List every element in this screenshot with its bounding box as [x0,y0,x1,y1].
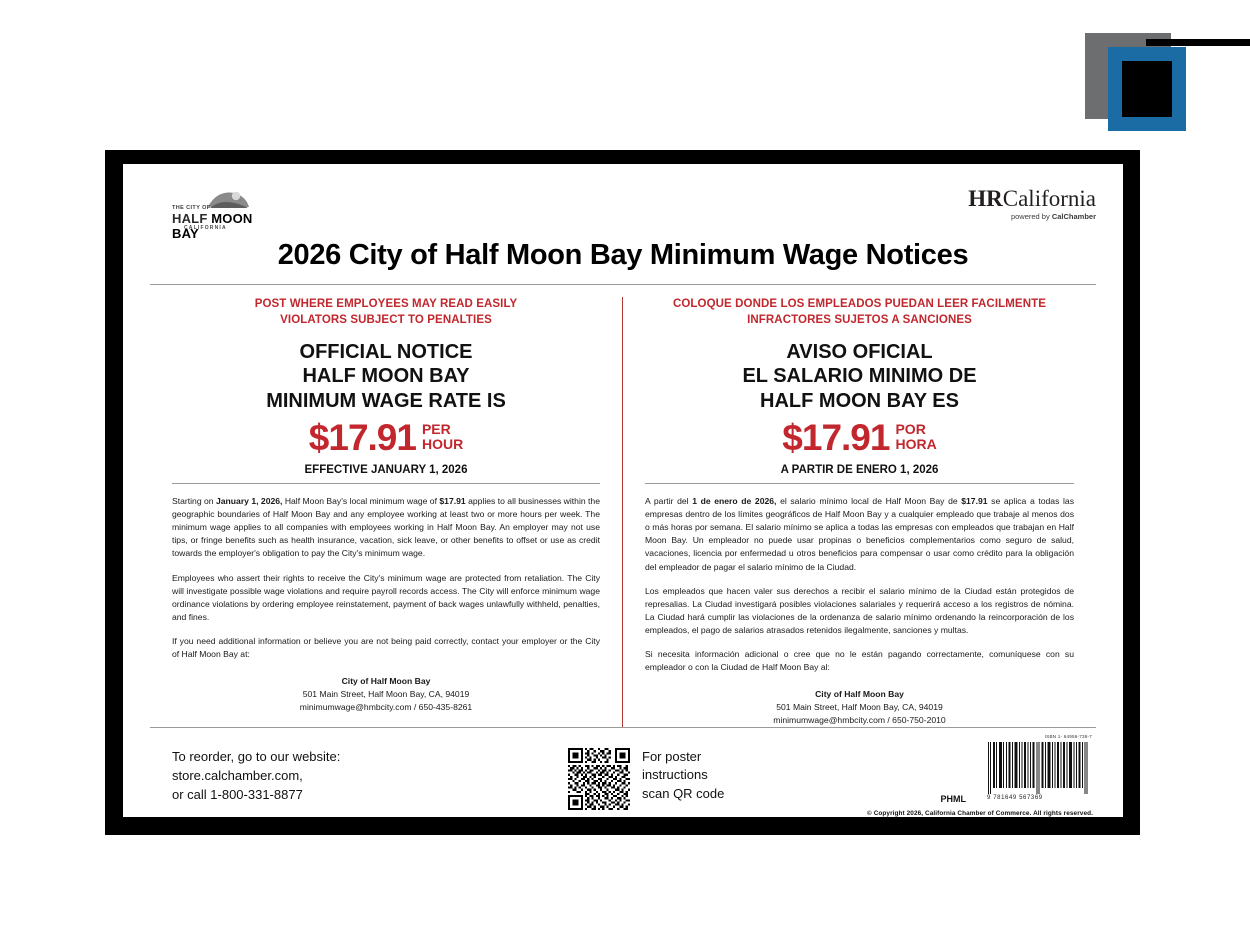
logo-state: CALIFORNIA [184,225,227,231]
notice-spanish [623,297,1096,727]
copyright-notice: © Copyright 2026, California Chamber of Commerce. All rights reserved. [867,810,1093,817]
paragraph-3-es: Si necesita información adicional o cree que no le están pagando correctamente, comuníquese con su empleador o con la Ciudad de Half Moon Bay al: [645,648,1074,672]
poster-document [123,164,1123,817]
brand-powered-by: powered by CalChamber [1010,212,1096,221]
notice-english [150,297,623,727]
official-heading-es: AVISO OFICIAL EL SALARIO MINIMO DE HALF MOON BAY ES [742,341,977,412]
wage-value-en: $17.91 [308,417,416,459]
wage-value-es: $17.91 [782,417,890,459]
reorder-info: To reorder, go to our website: store.calchamber.com, or call 1-800-331-8877 [172,748,340,805]
contact-name-en: City of Half Moon Bay [341,675,431,686]
logo-city-of: THE CITY OF [172,205,211,211]
brand-name: HRCalifornia [968,186,1096,211]
title-divider [150,284,1096,285]
half-moon-bay-logo [172,189,278,241]
contact-block-es [645,688,1074,727]
poster-footer [150,734,1096,834]
paragraph-3-en: If you need additional information or believe you are not being paid correctly, contact your employer or the City of Half Moon Bay at: [172,635,600,659]
logo-name: HALF MOON BAY [172,211,253,241]
official-heading-en: OFFICIAL NOTICE HALF MOON BAY MINIMUM WAGE RATE IS [266,341,506,412]
post-where-notice-es: COLOQUE DONDE LOS EMPLEADOS PUEDAN LEER FACILMENTE INFRACTORES SUJETOS A SANCIONES [672,298,1047,326]
paragraph-1-en: Starting on January 1, 2026, Half Moon Bay's local minimum wage of $17.91 applies to all businesses within the geographic boundaries of Half Moon Bay and any employee working at least two or more hours per week. The minimum wage applies to all companies with employees working in Half Moon Bay. An employer may not use tips, or fringe benefits such as health insurance, vacation, sick leave, or other benefits to offset or use as credit towards the employer's obligation to pay the City's minimum wage. [172,496,600,559]
registration-mark-bar [1146,39,1250,46]
contact-block-en [172,675,600,714]
wage-amount-es [645,417,1074,459]
wage-unit-en: PER HOUR [421,421,464,453]
store-url[interactable]: store.calchamber.com, [172,767,303,783]
phone-number: or call 1-800-331-8877 [172,786,303,802]
registration-mark-black [1122,61,1172,117]
qr-caption: For poster instructions scan QR code [642,749,725,801]
barcode-number: 9 781649 567369 [987,795,1043,801]
poster-header [150,179,1096,241]
barcode-icon [987,742,1093,794]
contact-name-es: City of Half Moon Bay [815,688,904,699]
contact-address-es: 501 Main Street, Half Moon Bay, CA, 94019 [776,701,943,712]
contact-email-en[interactable]: minimumwage@hmbcity.com / 650-435-8261 [299,701,473,712]
wage-unit-es: POR HORA [895,421,937,453]
paragraph-2-es: Los empleados que hacen valer sus derechos a recibir el salario mínimo de la Ciudad están protegidos de represalias. La Ciudad investigará posibles violaciones salariales y requerirá acceso a los registros de nómina. La Ciudad hará cumplir las violaciones de la ordenanza de salario mínimo ordenando la reincorporación de los empleados, el pago de salarios atrasados retenidos ilegalmente, sanciones y multas. [645,585,1074,635]
wage-amount-en [172,417,600,459]
post-where-notice-en: POST WHERE EMPLOYEES MAY READ EASILY VIOLATORS SUBJECT TO PENALTIES [254,298,518,326]
qr-code-icon[interactable] [568,748,630,810]
paragraph-1-es: A partir del 1 de enero de 2026, el salario mínimo local de Half Moon Bay de $17.91 se aplica a todas las empresas dentro de los límites geográficos de Half Moon Bay y a cualquier empleado que trabaje al menos dos o más horas por semana. El salario mínimo se aplica a todas las empresas con empleados que trabajan en Half Moon Bay. Un empleador no puede usar propinas o beneficios complementarios como seguro de salud, vacaciones, licencia por enfermedad u otros beneficios para compensar o usar como crédito para la obligación del empleador de pagar el salario mínimo de la Ciudad. [645,496,1074,572]
contact-address-en: 501 Main Street, Half Moon Bay, CA, 94019 [302,688,470,699]
notice-columns [150,297,1096,727]
footer-divider [150,727,1096,728]
page-title: 2026 City of Half Moon Bay Minimum Wage Notices [277,239,969,271]
paragraph-2-en: Employees who assert their rights to receive the City's minimum wage are protected from retaliation. The City will investigate possible wage violations and require payroll records access. The City will enforce minimum wage ordinance violations by ordering employee reinstatement, payment of back wages unlawfully withheld, penalties, and fines. [172,572,600,622]
contact-email-es[interactable]: minimumwage@hmbcity.com / 650-750-2010 [773,714,946,725]
isbn-text: ISBN 1- 64956-736-7 [1044,734,1092,739]
half-moon-bay-seal-icon [206,189,250,211]
effective-date-es: A PARTIR DE ENERO 1, 2026 [645,464,1074,484]
effective-date-en: EFFECTIVE JANUARY 1, 2026 [172,464,600,484]
product-code: PHML [940,794,966,804]
hrcalifornia-brand [968,187,1096,221]
